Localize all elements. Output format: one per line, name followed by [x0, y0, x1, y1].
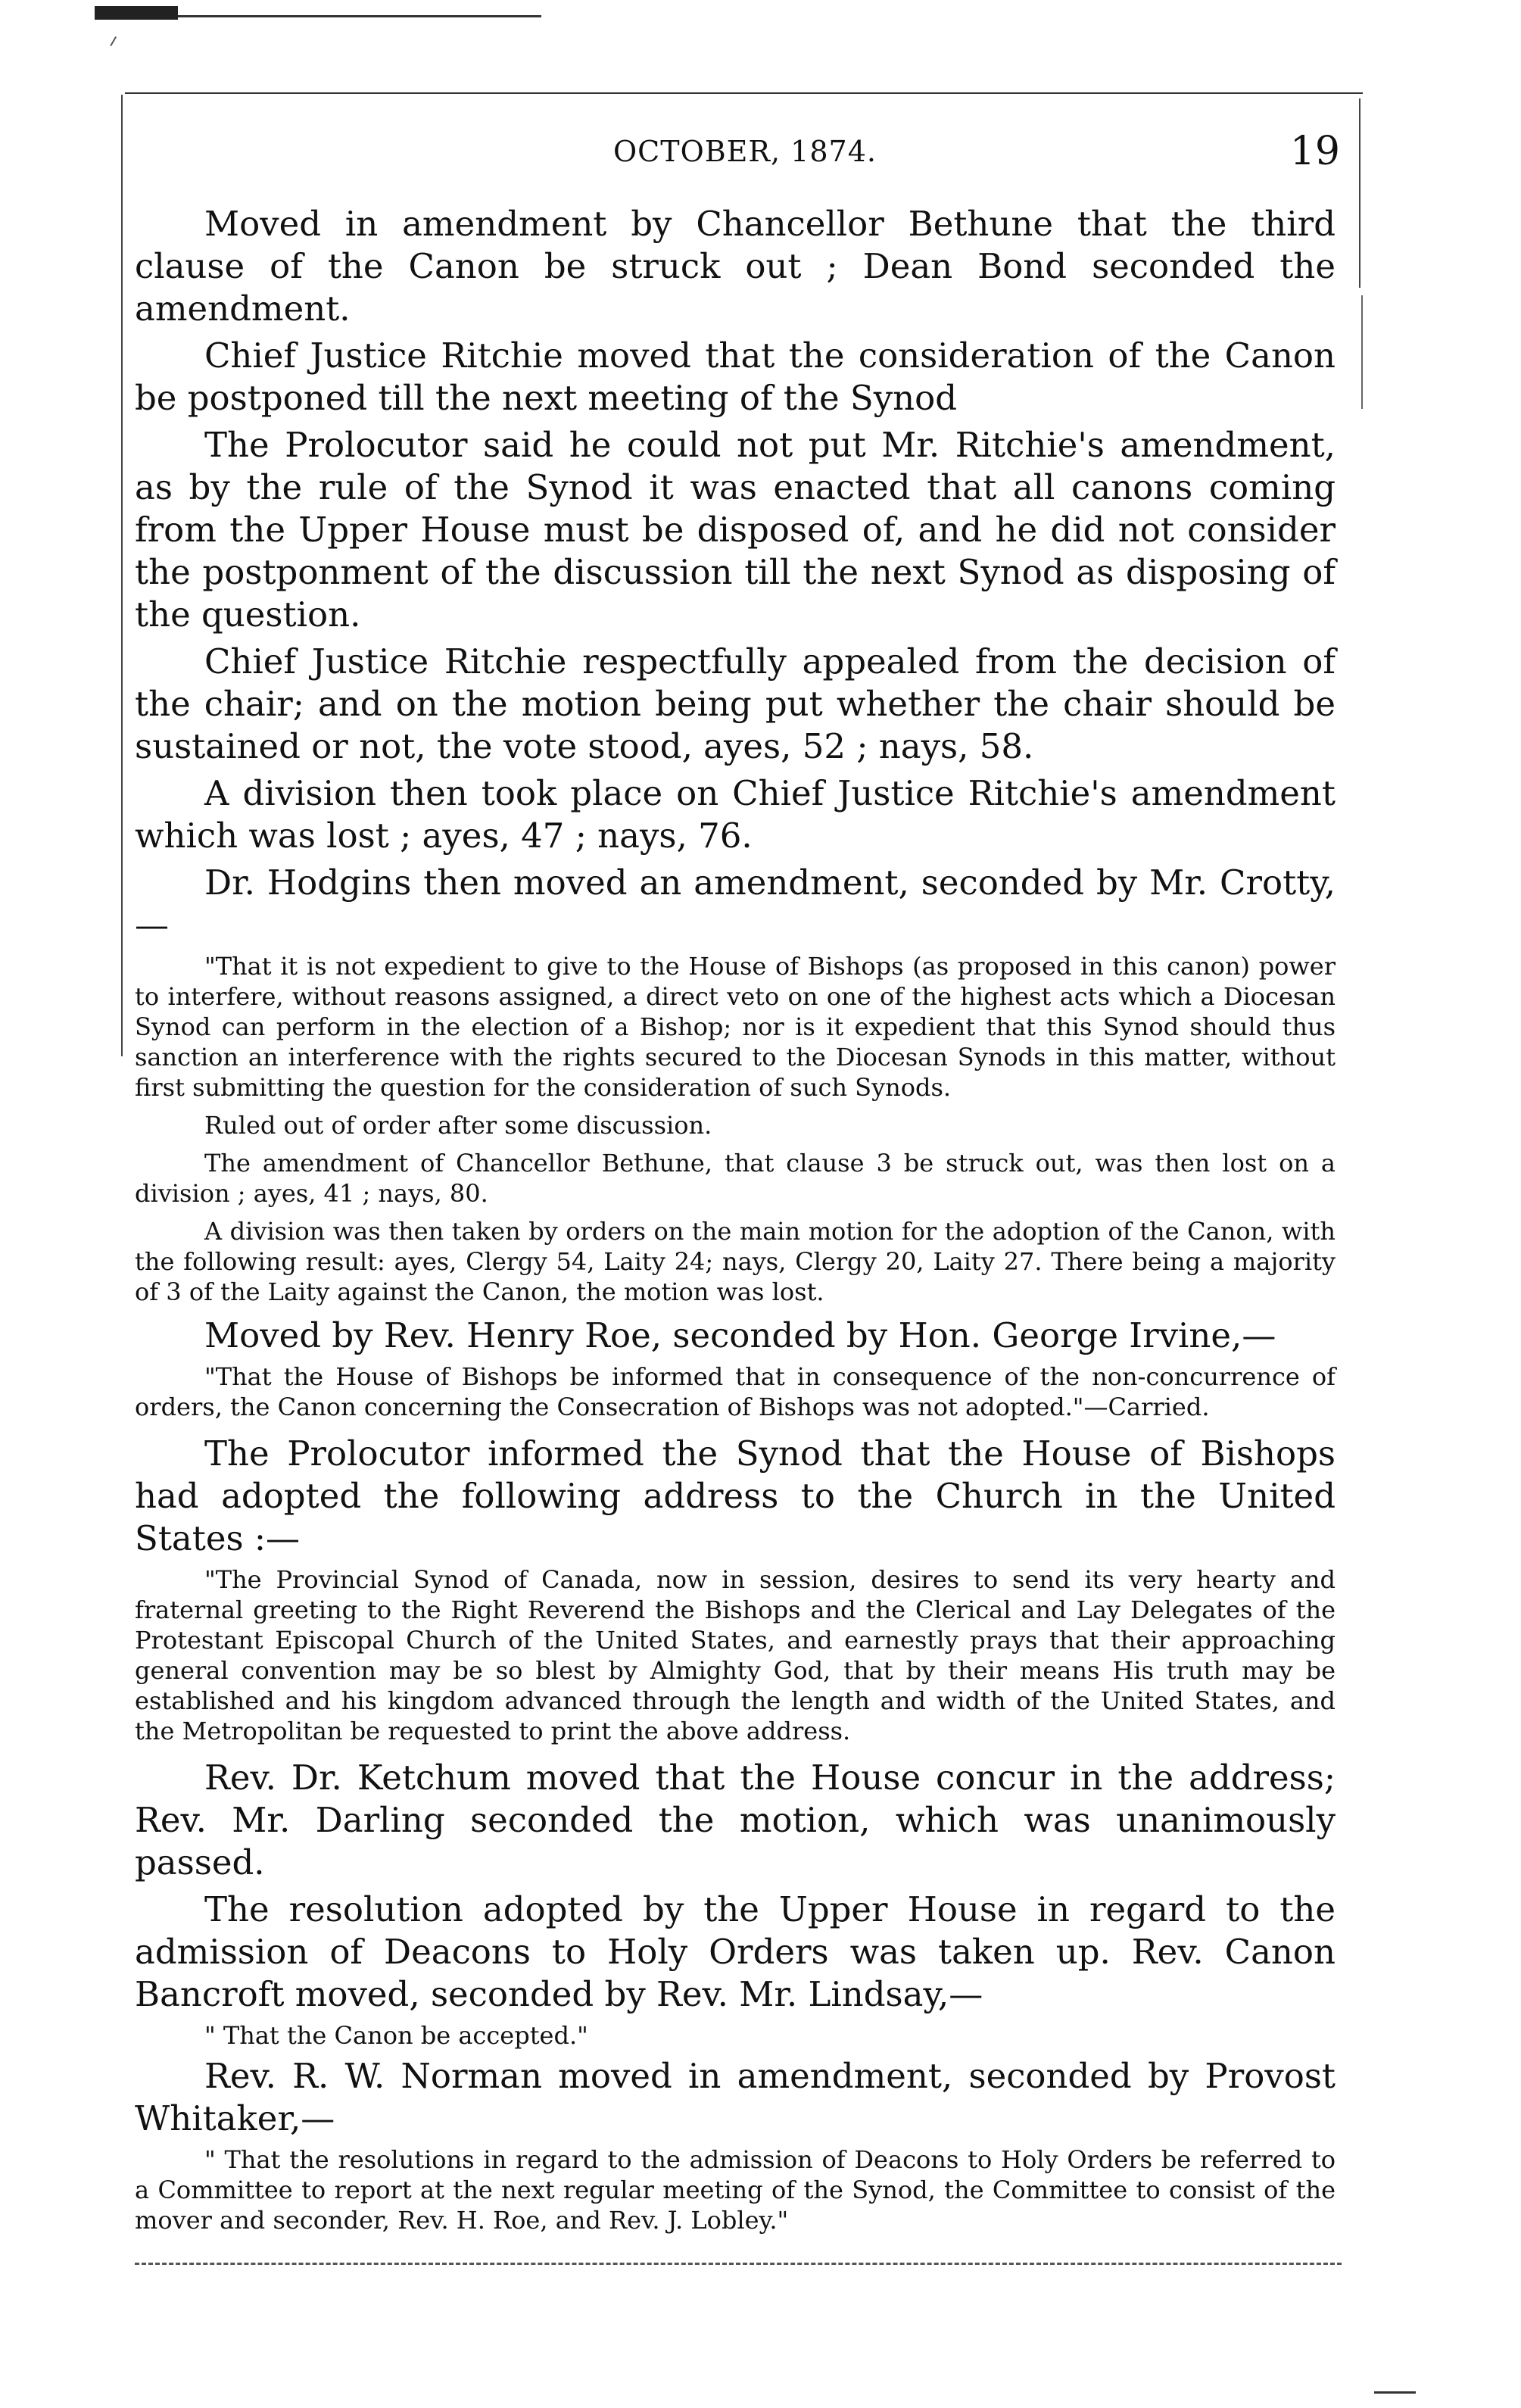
- page-number: 19: [1289, 129, 1340, 174]
- paragraph: Moved in amendment by Chancellor Bethune that the third clause of the Canon be struck out ; Dean Bond seconded the amendment.: [135, 204, 1336, 329]
- scan-edge-bar: [95, 6, 178, 20]
- paragraph: Dr. Hodgins then moved an amendment, seconded by Mr. Crotty,—: [135, 862, 1336, 945]
- paragraph: The Prolocutor informed the Synod that the House of Bishops had adopted the following address to the Church in the United States :—: [135, 1433, 1336, 1558]
- paragraph: The resolution adopted by the Upper House in regard to the admission of Deacons to Holy Orders was taken up. Rev. Canon Bancroft moved, seconded by Rev. Mr. Lindsay,—: [135, 1889, 1336, 2014]
- quoted-address: "The Provincial Synod of Canada, now in session, desires to send its very hearty and fraternal greeting to the Right Reverend the Bishops and the Clerical and Lay Delegates of the Protestant Episcopal Church of the United States, and earnestly prays that their approaching general convention may be so blest by Almighty God, that by their means His truth may be established and his kingdom advanced through the length and width of the United States, and the Metropolitan be requested to print the above address.: [135, 1565, 1336, 1745]
- page-border-top: [125, 92, 1363, 94]
- paragraph: Chief Justice Ritchie moved that the consideration of the Canon be postponed till the next meeting of the Synod: [135, 335, 1336, 418]
- quoted-resolution: "That the House of Bishops be informed that in consequence of the non-concurrence of orders, the Canon concerning the Consecration of Bishops was not adopted."—Carried.: [135, 1362, 1336, 1421]
- paragraph: The amendment of Chancellor Bethune, that clause 3 be struck out, was then lost on a division ; ayes, 41 ; nays, 80.: [135, 1149, 1336, 1208]
- page-border-left: [121, 95, 123, 1056]
- paragraph: Rev. Dr. Ketchum moved that the House concur in the address; Rev. Mr. Darling seconded the motion, which was unanimously passed.: [135, 1758, 1336, 1882]
- footer-rule: [135, 2263, 1342, 2265]
- paragraph: A division then took place on Chief Justice Ritchie's amendment which was lost ; ayes, 47 ; nays, 76.: [135, 773, 1336, 856]
- paragraph: The Prolocutor said he could not put Mr. Ritchie's amendment, as by the rule of the Synod it was enacted that all canons coming from the Upper House must be disposed of, and he did not consider the postponment of the discussion till the next Synod as disposing of the question.: [135, 425, 1336, 635]
- scan-edge-rule: [178, 15, 541, 17]
- page-border-right-lower: [1361, 295, 1363, 409]
- paragraph: Ruled out of order after some discussion.: [204, 1111, 712, 1140]
- page-border-right: [1359, 98, 1360, 288]
- quoted-resolution: "That it is not expedient to give to the House of Bishops (as proposed in this canon) power to interfere, without reasons assigned, a direct veto on one of the highest acts which a Diocesan Synod can perform in the election of a Bishop; nor is it expedient that this Synod should thus sanction an interference with the rights secured to the Diocesan Synods in this matter, without first submitting the question for the consideration of such Synods.: [135, 952, 1336, 1102]
- page-header: [129, 129, 1355, 182]
- paragraph: Rev. R. W. Norman moved in amendment, seconded by Provost Whitaker,—: [135, 2056, 1336, 2138]
- scan-mark: [110, 36, 123, 50]
- page-body: [135, 203, 1336, 2235]
- paragraph: Moved by Rev. Henry Roe, seconded by Hon. George Irvine,—: [204, 1315, 1276, 1355]
- quoted-resolution: " That the resolutions in regard to the admission of Deacons to Holy Orders be referred to a Committee to report at the next regular meeting of the Synod, the Committee to consist of the mover and seconder, Rev. H. Roe, and Rev. J. Lobley.": [135, 2145, 1336, 2235]
- running-title: OCTOBER, 1874.: [613, 135, 877, 168]
- paragraph: A division was then taken by orders on the main motion for the adoption of the Canon, with the following result: ayes, Clergy 54, Laity 24; nays, Clergy 20, Laity 27. There being a majority of 3 of the Laity against the Canon, the motion was lost.: [135, 1217, 1336, 1306]
- quoted-motion: " That the Canon be accepted.": [204, 2021, 588, 2050]
- paragraph: Chief Justice Ritchie respectfully appealed from the decision of the chair; and on the motion being put whether the chair should be sustained or not, the vote stood, ayes, 52 ; nays, 58.: [135, 641, 1336, 766]
- corner-mark: [1374, 2391, 1416, 2394]
